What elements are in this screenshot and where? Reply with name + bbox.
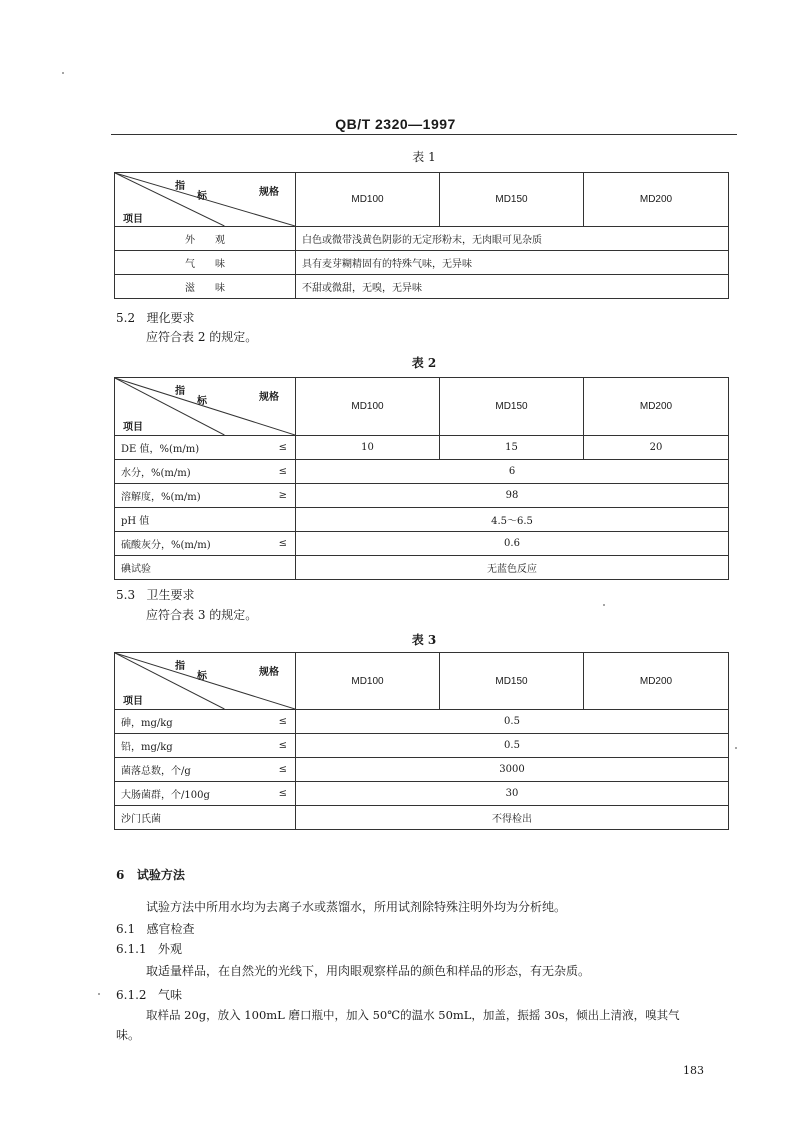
table-row [115,556,729,580]
table2-symbol: ≥ [255,484,296,508]
table2-value: 0.6 [296,532,729,556]
table2-value: 98 [296,484,729,508]
standard-number: QB/T 2320—1997 [335,116,456,132]
section-6-1-1-heading [116,940,182,957]
table-row [115,460,729,484]
scan-speck [62,72,64,74]
table-row [115,758,729,782]
table3-value: 0.5 [296,734,729,758]
header-biao: 标 [197,671,207,682]
table2-symbol: ≤ [255,532,296,556]
table3-header-row [115,653,729,710]
table2-value: 无蓝色反应 [296,556,729,580]
table2 [114,377,729,580]
table-row [115,436,729,460]
section-6-title: 试验方法 [136,868,185,882]
grade-md200: MD200 [584,173,729,227]
section-5-2-title: 理化要求 [146,311,195,325]
table2-item: DE 值，%(m/m) [115,436,255,460]
table3-diagonal-header [115,653,296,710]
header-rule [111,134,737,135]
grade-md100: MD100 [296,378,440,436]
table1 [114,172,729,299]
header-zhi: 指 [175,386,185,397]
scan-speck [603,604,605,606]
table3-item: 菌落总数，个/g [115,758,255,782]
table2-caption: 表 2 [411,356,437,370]
table2-item: 溶解度，%(m/m) [115,484,255,508]
table1-item: 气 味 [115,251,296,275]
table1-value: 不甜或微甜，无嗅，无异味 [296,275,729,299]
table2-diagonal-header [115,378,296,436]
grade-md100: MD100 [296,173,440,227]
table2-item: pH 值 [115,508,255,532]
table2-symbol: ≤ [255,460,296,484]
table1-item: 滋 味 [115,275,296,299]
table3-symbol: ≤ [255,758,296,782]
table3-value: 3000 [296,758,729,782]
section-5-2-heading [116,309,195,326]
table2-value: 6 [296,460,729,484]
table1-caption: 表 1 [412,150,436,164]
scan-speck [735,747,737,749]
table3-symbol: ≤ [255,782,296,806]
section-6-1-1-number: 6.1.1 [116,942,147,956]
table3-caption: 表 3 [411,633,437,647]
section-5-3-heading [116,586,195,603]
table3-item: 砷，mg/kg [115,710,255,734]
header-biao: 标 [197,191,207,202]
table3 [114,652,729,830]
table2-header-row [115,378,729,436]
table1-header-row [115,173,729,227]
section-6-1-2-heading [116,986,182,1003]
header-xiangmu: 项目 [123,696,143,707]
grade-md150: MD150 [440,378,584,436]
table2-symbol: ≤ [255,436,296,460]
section-6-1-2-text-line2: 味。 [116,1028,141,1042]
table1-item: 外 观 [115,227,296,251]
section-5-3-title: 卫生要求 [146,588,195,602]
table3-symbol [255,806,296,830]
table-row [115,806,729,830]
table3-symbol: ≤ [255,734,296,758]
table2-value: 4.5～6.5 [296,508,729,532]
table3-value: 30 [296,782,729,806]
section-5-2-number: 5.2 [116,311,136,325]
page-number: 183 [683,1064,704,1077]
table-row [115,782,729,806]
section-6-1-title: 感官检查 [146,922,195,936]
table1-value: 白色或微带浅黄色阴影的无定形粉末，无肉眼可见杂质 [296,227,729,251]
table3-value: 不得检出 [296,806,729,830]
table3-item: 大肠菌群，个/100g [115,782,255,806]
section-5-3-text: 应符合表 3 的规定。 [146,608,258,622]
section-5-3-number: 5.3 [116,588,136,602]
table2-symbol [255,508,296,532]
header-guige: 规格 [259,187,279,198]
table2-item: 硫酸灰分，%(m/m) [115,532,255,556]
table-row [115,251,729,275]
grade-md200: MD200 [584,378,729,436]
header-xiangmu: 项目 [123,422,143,433]
section-6-1-2-text-line1: 取样品 20g，放入 100mL 磨口瓶中，加入 50℃的温水 50mL，加盖，振摇 30s，倾出上清液，嗅其气 [146,1008,680,1022]
table2-value-md100: 10 [296,436,440,460]
table-row [115,734,729,758]
header-zhi: 指 [175,181,185,192]
header-zhi: 指 [175,661,185,672]
section-6-number: 6 [116,868,125,882]
grade-md150: MD150 [440,173,584,227]
table3-item: 铅，mg/kg [115,734,255,758]
section-6-1-2-title: 气味 [158,988,183,1002]
header-guige: 规格 [259,392,279,403]
grade-md100: MD100 [296,653,440,710]
section-6-1-1-title: 外观 [158,942,183,956]
table3-value: 0.5 [296,710,729,734]
table-row [115,508,729,532]
table2-item: 水分，%(m/m) [115,460,255,484]
header-xiangmu: 项目 [123,214,143,225]
section-6-1-1-text: 取适量样品，在自然光的光线下，用肉眼观察样品的颜色和样品的形态，有无杂质。 [146,964,591,978]
table2-symbol [255,556,296,580]
table1-value: 具有麦芽糊精固有的特殊气味，无异味 [296,251,729,275]
section-6-1-heading [116,920,195,937]
section-6-1-number: 6.1 [116,922,136,936]
header-guige: 规格 [259,667,279,678]
section-6-intro: 试验方法中所用水均为去离子水或蒸馏水，所用试剂除特殊注明外均为分析纯。 [146,900,567,914]
table-row [115,275,729,299]
section-6-heading [116,866,185,883]
table2-value-md150: 15 [440,436,584,460]
scan-speck [98,993,100,995]
table1-diagonal-header [115,173,296,227]
table-row [115,532,729,556]
section-5-2-text: 应符合表 2 的规定。 [146,330,258,344]
table-row [115,484,729,508]
table2-item: 碘试验 [115,556,255,580]
table2-value-md200: 20 [584,436,729,460]
table-row [115,227,729,251]
table3-item: 沙门氏菌 [115,806,255,830]
table3-symbol: ≤ [255,710,296,734]
grade-md150: MD150 [440,653,584,710]
section-6-1-2-number: 6.1.2 [116,988,147,1002]
table-row [115,710,729,734]
header-biao: 标 [197,396,207,407]
grade-md200: MD200 [584,653,729,710]
